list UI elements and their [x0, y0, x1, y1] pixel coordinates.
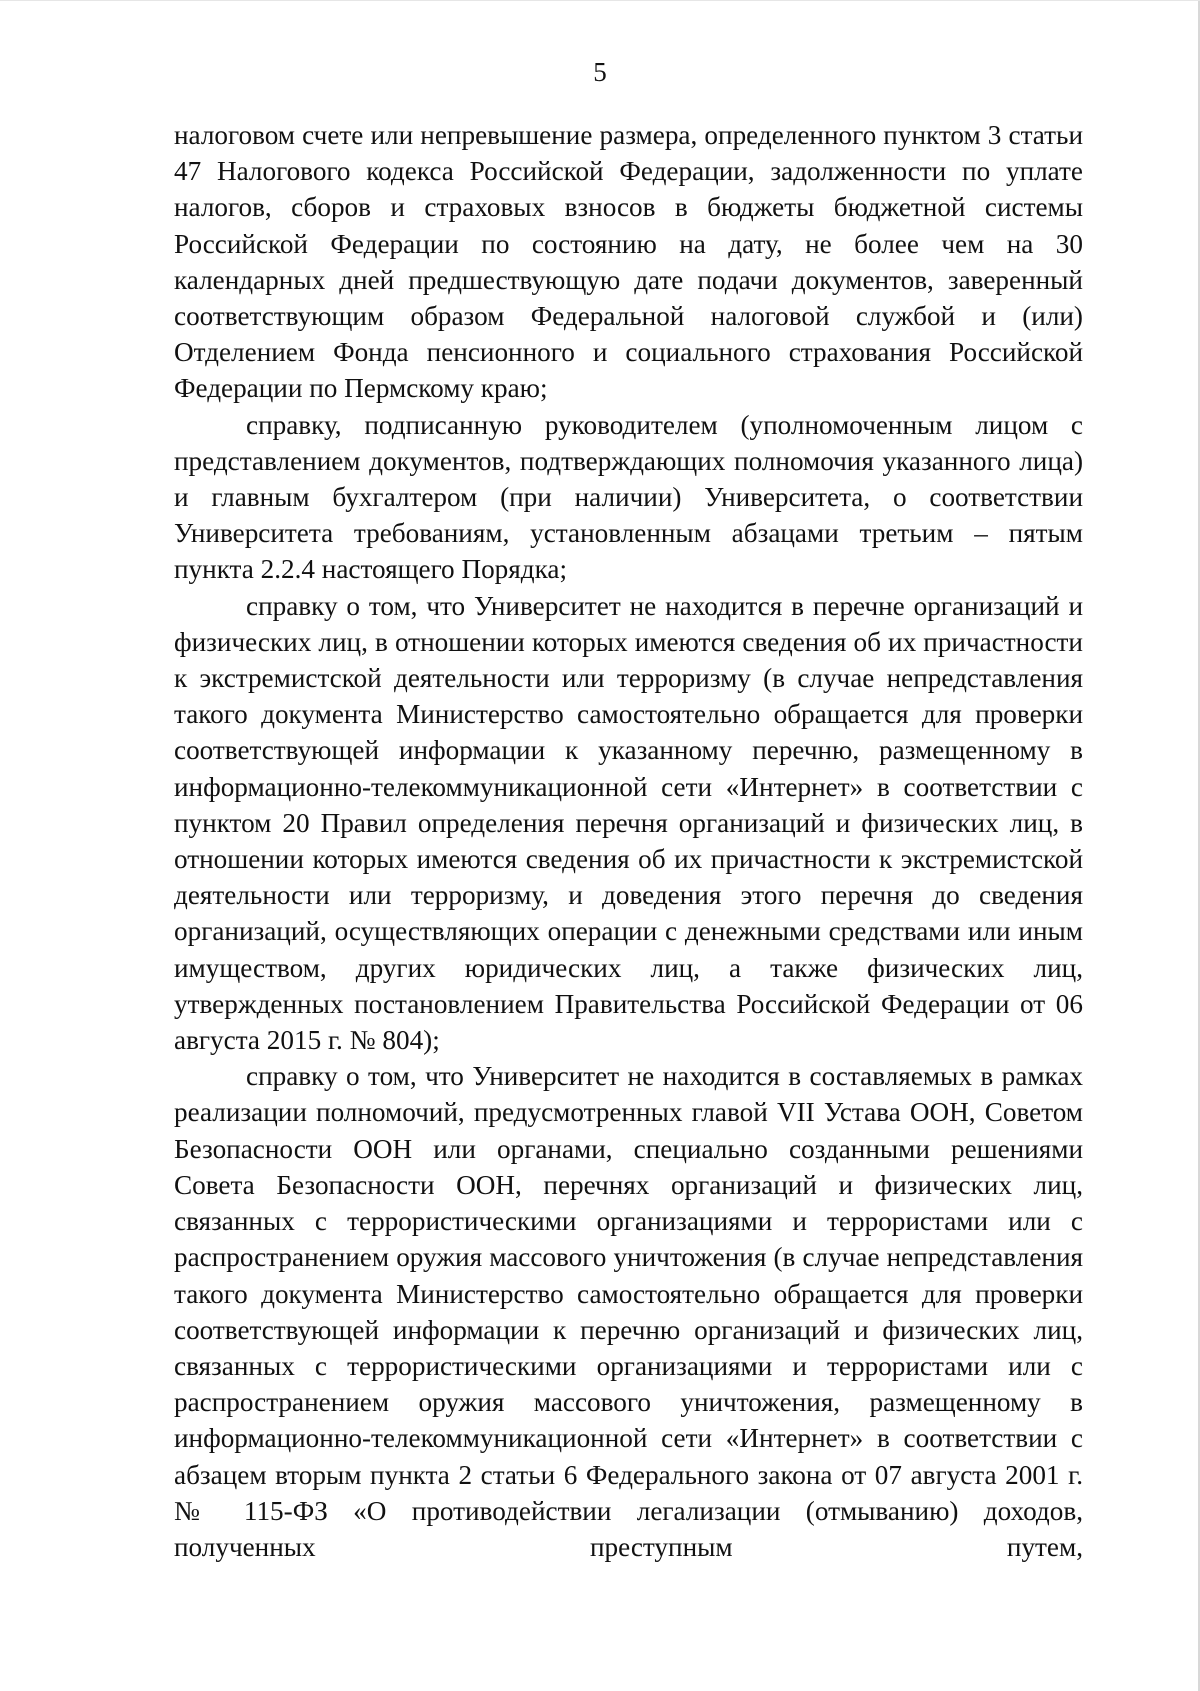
paragraph-certificate-extremism-list: справку о том, что Университет не находится в перечне организаций и физических лиц, в отношении которых имеются сведения об их причастности к экстремистской деятельности или терроризму (в случае непредставления такого документа Министерство самостоятельно обращается для проверки соответствующей информации к указанному перечню, размещенному в информационно-телекоммуникационной сети «Интернет» в соответствии с пунктом 20 Правил определения перечня организаций и физических лиц, в отношении которых имеются сведения об их причастности к экстремистской деятельности или терроризму, и доведения этого перечня до сведения организаций, осуществляющих операции с денежными средствами или иным имуществом, других юридических лиц, а также физических лиц, утвержденных постановлением Правительства Российской Федерации от 06 августа 2015 г. № 804); [174, 590, 1083, 1056]
paragraph-certificate-un-lists: справку о том, что Университет не находится в составляемых в рамках реализации полномочий, предусмотренных главой VII Устава ООН, Советом Безопасности ООН или органами, специально созданными решениями Совета Безопасности ООН, перечнях организаций и физических лиц, связанных с террористическими организациями и террористами или с распространением оружия массового уничтожения (в случае непредставления такого документа Министерство самостоятельно обращается для проверки соответствующей информации к перечню организаций и физических лиц, связанных с террористическими организациями и террористами или с распространением оружия массового уничтожения, размещенному в информационно-телекоммуникационной сети «Интернет» в соответствии с абзацем вторым пункта 2 статьи 6 Федерального закона от 07 августа 2001 г. № 115-ФЗ «О противодействии легализации (отмыванию) доходов, полученных преступным путем, [174, 1061, 1083, 1562]
paragraph-certificate-signed: справку, подписанную руководителем (уполномоченным лицом с представлением документов, подтверждающих полномочия указанного лица) и главным бухгалтером (при наличии) Университета, о соответствии Университета требованиям, установленным абзацами третьим – пятым пункта 2.2.4 настоящего Порядка; [174, 409, 1083, 585]
page-number: 5 [593, 57, 607, 87]
document-body [174, 117, 1083, 1565]
paragraph-continuation: налоговом счете или непревышение размера, определенного пунктом 3 статьи 47 Налогового кодекса Российской Федерации, задолженности по уплате налогов, сборов и страховых взносов в бюджеты бюджетной системы Российской Федерации по состоянию на дату, не более чем на 30 календарных дней предшествующую дате подачи документов, заверенный соответствующим образом Федеральной налоговой службой и (или) Отделением Фонда пенсионного и социального страхования Российской Федерации по Пермскому краю; [174, 120, 1083, 404]
